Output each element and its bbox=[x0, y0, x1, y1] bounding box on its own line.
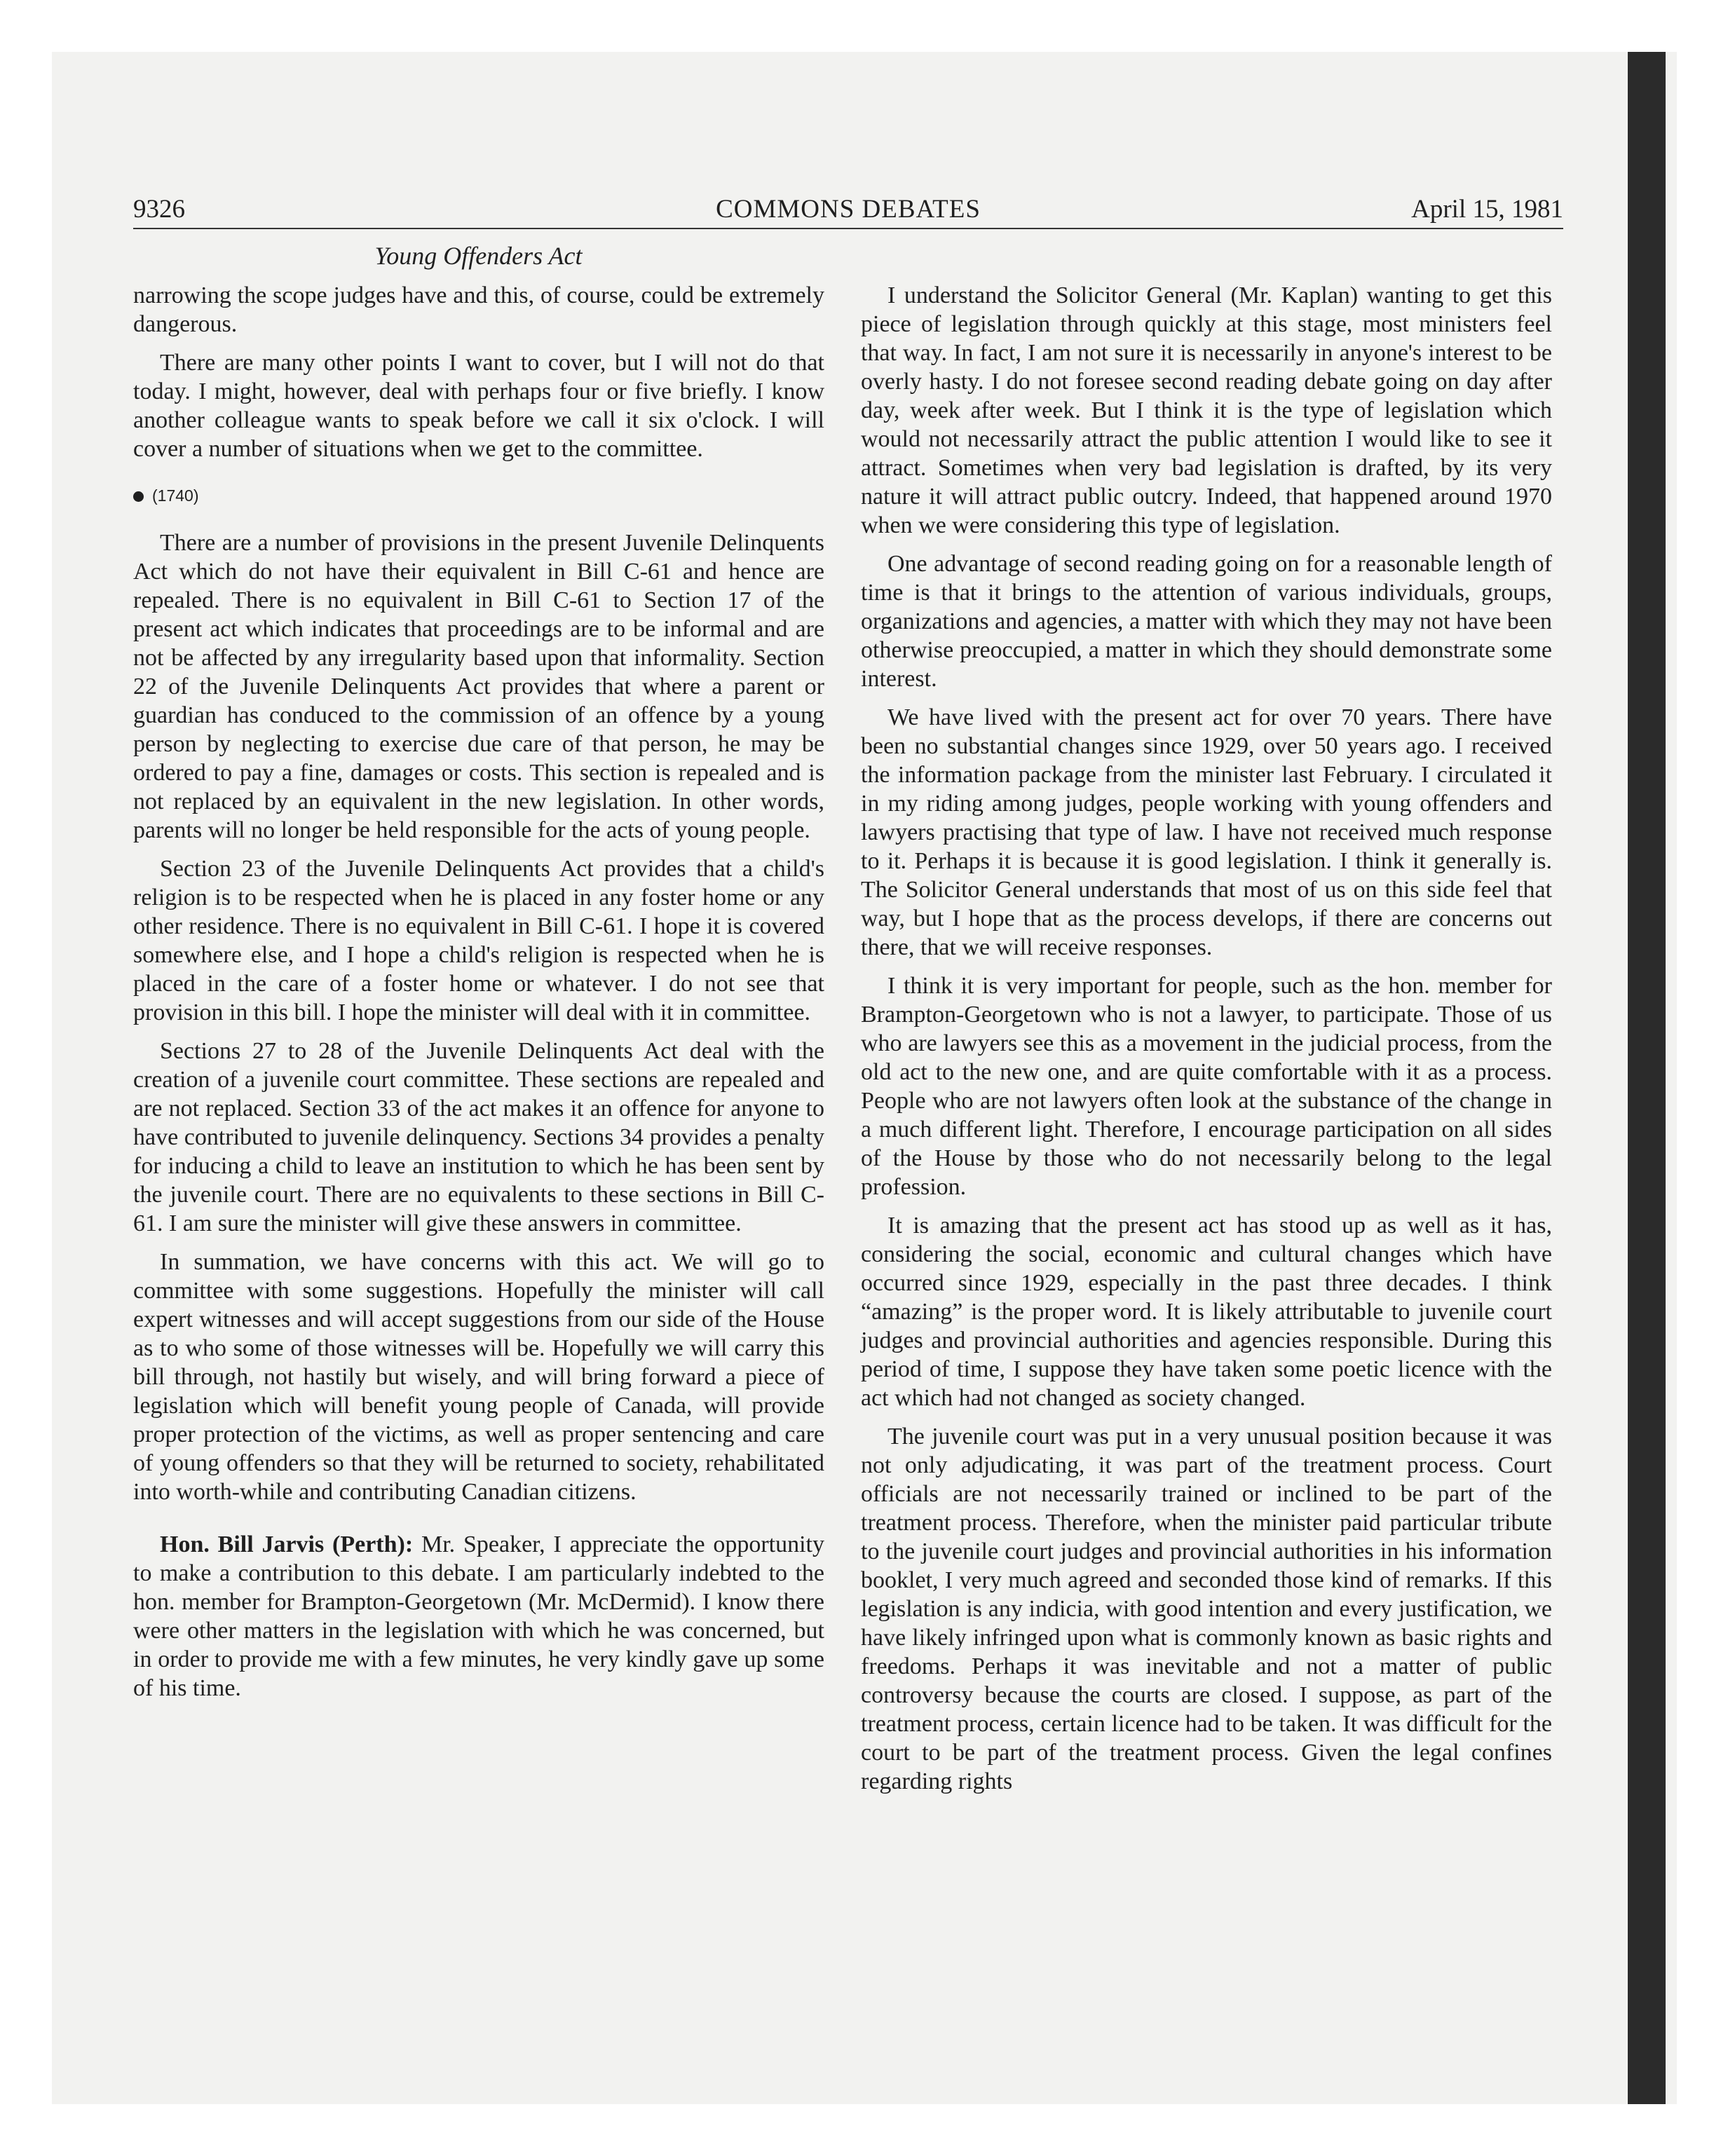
speaker-name: Hon. Bill Jarvis (Perth): bbox=[160, 1531, 414, 1557]
paragraph: It is amazing that the present act has stood up as well as it has, considering the social, economic and cultural changes which have occurred since 1929, especially in the past three decades. I think “amazing” is the proper word. It is likely attributable to juvenile court judges and provincial authorities and agencies responsible. During this period of time, I suppose they have taken some poetic licence with the act which had not changed as society changed. bbox=[861, 1213, 1552, 1411]
publication-title: COMMONS DEBATES bbox=[716, 195, 981, 224]
bullet-icon bbox=[133, 491, 144, 502]
paragraph: Section 23 of the Juvenile Delinquents Act provides that a child's religion is to be respected when he is placed in any foster home or any other residence. There is no equivalent in Bill C-61. I hope it is covered somewhere else, and I hope a child's religion is respected when he is placed in the care of a foster home or whatever. I do not see that provision in this bill. I hope the minister will deal with it in committee. bbox=[133, 856, 824, 1025]
speech-paragraph bbox=[133, 1530, 824, 1703]
paragraph: We have lived with the present act for over 70 years. There have been no substantial changes since 1929, over 50 years ago. I received the information package from the minister last February. I circulated it in my riding among judges, people working with young offenders and lawyers practising that type of law. I have not received much response to it. Perhaps it is because it is good legislation. I think it generally is. The Solicitor General understands that most of us on this side feel that way, but I hope that as the process develops, if there are concerns out there, that we will receive responses. bbox=[861, 704, 1552, 960]
page-number: 9326 bbox=[133, 195, 185, 224]
running-title: Young Offenders Act bbox=[374, 242, 583, 270]
paragraph: Sections 27 to 28 of the Juvenile Delinquents Act deal with the creation of a juvenile court committee. These sections are repealed and are not replaced. Section 33 of the act makes it an offence for anyone to have contributed to juvenile delinquency. Sections 34 provides a penalty for inducing a child to leave an institution to which he has been sent by the juvenile court. There are no equivalents to these sections in Bill C-61. I am sure the minister will give these answers in committee. bbox=[133, 1038, 824, 1236]
page-date: April 15, 1981 bbox=[1411, 195, 1563, 224]
paragraph: narrowing the scope judges have and this, of course, could be extremely dangerous. bbox=[133, 282, 824, 337]
time-marker-label: (1740) bbox=[152, 486, 199, 505]
speech-text: Mr. Speaker, I appreciate the opportunity to make a contribution to this debate. I am particularly indebted to the hon. member for Brampton-Georgetown (Mr. McDermid). I know there were other matters in the legislation with which he was concerned, but in order to provide me with a few minutes, he very kindly gave up some of his time. bbox=[133, 1531, 825, 1701]
paragraph: There are a number of provisions in the present Juvenile Delinquents Act which do not have their equivalent in Bill C-61 and hence are repealed. There is no equivalent in Bill C-61 to Section 17 of the present act which indicates that proceedings are to be informal and are not be affected by any irregularity based upon that informality. Section 22 of the Juvenile Delinquents Act provides that where a parent or guardian has conduced to the commission of an offence by a young person by neglecting to exercise due care of that person, he may be ordered to pay a fine, damages or costs. This section is repealed and is not replaced by an equivalent in the new legislation. In other words, parents will no longer be held responsible for the acts of young people. bbox=[133, 530, 824, 843]
paragraph: One advantage of second reading going on for a reasonable length of time is that it brings to the attention of various individuals, groups, organizations and agencies, a matter with which they may not have been otherwise preoccupied, a matter in which they should demonstrate some interest. bbox=[861, 551, 1552, 692]
right-column bbox=[861, 281, 1552, 1806]
paragraph: The juvenile court was put in a very unusual position because it was not only adjudicating, it was part of the treatment process. Court officials are not necessarily trained or inclined to be part of the treatment process. Therefore, when the minister paid particular tribute to the juvenile court judges and provincial authorities in his information booklet, I very much agreed and seconded those kind of remarks. If this legislation is any indicia, with good intention and every justification, we have likely infringed upon what is commonly known as basic rights and freedoms. Perhaps it was inevitable and not a matter of public controversy because the courts are closed. I suppose, as part of the treatment process, certain licence had to be taken. It was difficult for the court to be part of the treatment process. Given the legal confines regarding rights bbox=[861, 1424, 1552, 1794]
time-marker bbox=[133, 482, 824, 510]
paragraph: There are many other points I want to cover, but I will not do that today. I might, however, deal with perhaps four or five briefly. I know another colleague wants to speak before we call it six o'clock. I will cover a number of situations when we get to the committee. bbox=[133, 350, 824, 462]
paragraph: In summation, we have concerns with this act. We will go to committee with some suggestions. Hopefully the minister will call expert witnesses and will accept suggestions from our side of the House as to who some of those witnesses will be. Hopefully we will carry this bill through, not hastily but wisely, and will bring forward a piece of legislation which will benefit young people of Canada, will provide proper protection of the victims, as well as proper sentencing and care of young offenders so that they will be returned to society, rehabilitated into worth-while and contributing Canadian citizens. bbox=[133, 1249, 824, 1505]
page-header bbox=[133, 193, 1563, 229]
paragraph: I think it is very important for people, such as the hon. member for Brampton-Georgetown who is not a lawyer, to participate. Those of us who are lawyers see this as a movement in the judicial process, from the old act to the new one, and are quite comfortable with it as a process. People who are not lawyers often look at the substance of the change in a much different light. Therefore, I encourage participation on all sides of the House by those who do not necessarily belong to the legal profession. bbox=[861, 973, 1552, 1200]
paragraph: I understand the Solicitor General (Mr. Kaplan) wanting to get this piece of legislation through quickly at this stage, most ministers feel that way. In fact, I am not sure it is necessarily in anyone's interest to be overly hasty. I do not foresee second reading debate going on day after day, week after week. But I think it is the type of legislation which would not necessarily attract the public attention I would like to see it attract. Sometimes when very bad legislation is drafted, by its very nature it will attract public outcry. Indeed, that happened around 1970 when we were considering this type of legislation. bbox=[861, 282, 1552, 538]
left-column bbox=[133, 281, 824, 1712]
scan-edge-shadow bbox=[1628, 52, 1666, 2104]
